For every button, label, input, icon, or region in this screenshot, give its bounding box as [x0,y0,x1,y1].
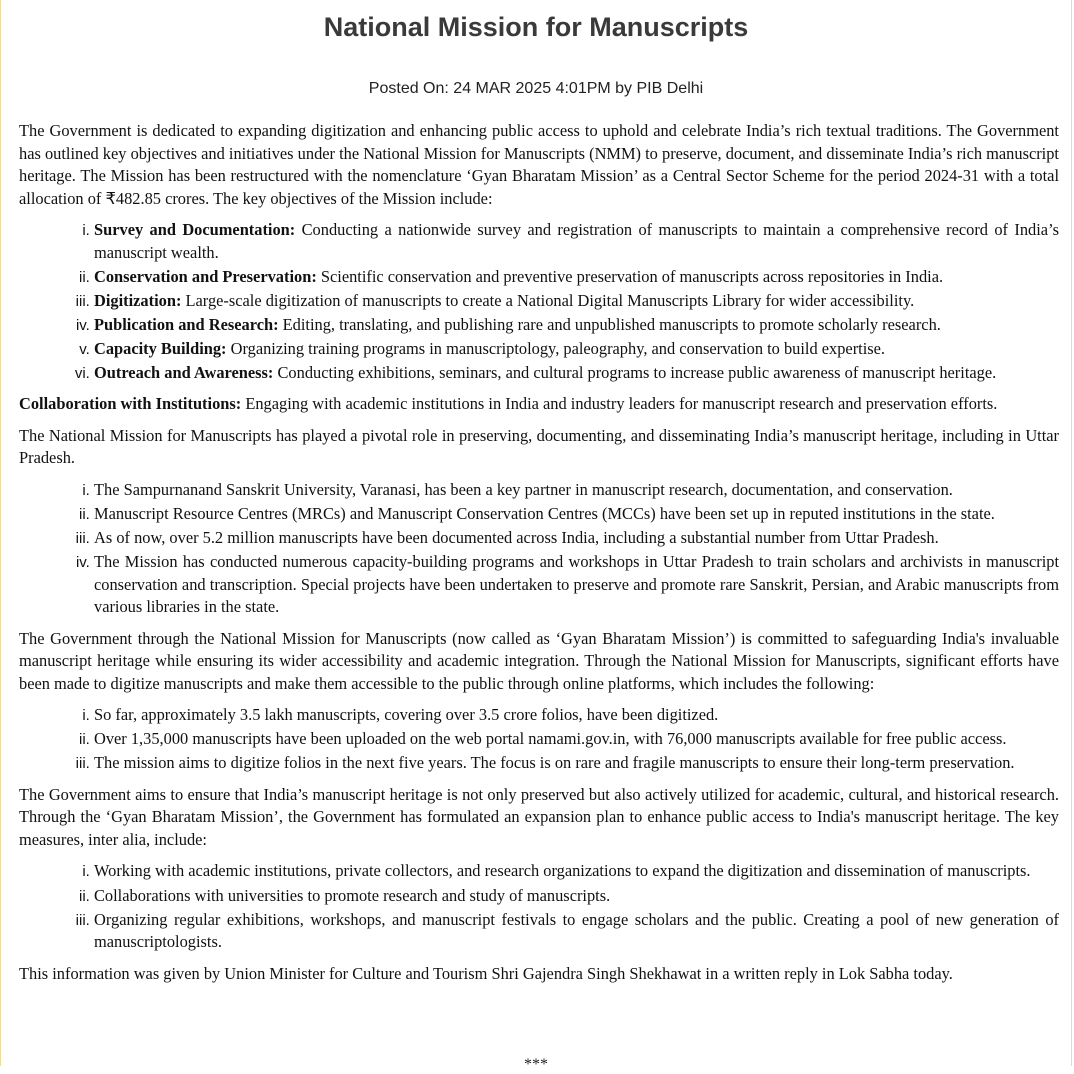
list-item [94,314,1059,337]
item-label: Conservation and Preservation: [94,266,317,286]
closing-paragraph: This information was given by Union Minister for Culture and Tourism Shri Gajendra Singh Shekhawat in a written reply in Lok Sabha today. [19,963,953,983]
list-item: iv. The Mission has conducted numerous capacity-building programs and workshops in Uttar Pradesh to train scholars and archivists in manuscript conservation and transcription. Special projects have been undertaken to preserve and promote rare Sanskrit, Persian, and Arabic manuscripts from various libraries in the state. [94,551,1059,619]
list-item: i. So far, approximately 3.5 lakh manuscripts, covering over 3.5 crore folios, have been digitized. [94,704,1059,727]
item-text: Editing, translating, and publishing rare and unpublished manuscripts to promote scholarly research. [278,314,941,334]
digitization-list [19,704,1059,775]
digitization-paragraph: The Government through the National Mission for Manuscripts (now called as ‘Gyan Bharatam Mission’) is committed to safeguarding India's invaluable manuscript heritage while ensuring its wider accessibility and academic integration. Through the National Mission for Manuscripts, significant efforts have been made to digitize manuscripts and make them accessible to the public through online platforms, which includes the following: [19,628,1059,693]
item-label: Outreach and Awareness: [94,362,274,382]
collaboration-text: Engaging with academic institutions in India and industry leaders for manuscript research and preservation efforts. [241,394,998,414]
item-label: Survey and Documentation: [94,220,296,239]
list-item: ii. Collaborations with universities to promote research and study of manuscripts. [94,885,1059,908]
list-item [94,338,1059,361]
list-item: ii. Manuscript Resource Centres (MRCs) and Manuscript Conservation Centres (MCCs) have been set up in reputed institutions in the state. [94,503,1059,526]
up-list [19,479,1059,619]
item-text: Organizing training programs in manuscriptology, paleography, and conservation to build expertise. [226,338,886,358]
item-text: Large-scale digitization of manuscripts to create a National Digital Manuscripts Library for wider accessibility. [181,290,915,310]
measures-list [19,860,1059,953]
collaboration-paragraph [19,393,1059,416]
end-separator: *** [524,1056,548,1073]
list-item [94,219,1059,264]
page-title: National Mission for Manuscripts [323,12,749,42]
posted-date: Posted On: 24 MAR 2025 4:01PM by PIB Delhi [368,80,704,97]
list-item: i. Working with academic institutions, private collectors, and research organizations to expand the digitization and dissemination of manuscripts. [94,860,1059,883]
collaboration-label: Collaboration with Institutions: [19,394,242,414]
list-item: iii. As of now, over 5.2 million manuscripts have been documented across India, including a substantial number from Uttar Pradesh. [94,527,1059,550]
list-item: iii. The mission aims to digitize folios in the next five years. The focus is on rare and fragile manuscripts to ensure their long-term preservation. [94,752,1059,775]
item-text: Conducting exhibitions, seminars, and cultural programs to increase public awareness of manuscript heritage. [273,362,997,382]
list-item: iii. Organizing regular exhibitions, workshops, and manuscript festivals to engage scholars and the public. Creating a pool of new generation of manuscriptologists. [94,909,1059,954]
article-body [19,120,1059,994]
item-text: Conducting a nationwide survey and registration of manuscripts to maintain a comprehensive record of India’s manuscript wealth. [94,220,1059,262]
list-item: ii. Over 1,35,000 manuscripts have been uploaded on the web portal namami.gov.in, with 76,000 manuscripts available for free public access. [94,728,1059,751]
measures-paragraph: The Government aims to ensure that India’s manuscript heritage is not only preserved but also actively utilized for academic, cultural, and historical research. Through the ‘Gyan Bharatam Mission’, the Government has formulated an expansion plan to enhance public access to India's manuscript heritage. The key measures, inter alia, include: [19,784,1059,849]
item-label: Publication and Research: [94,314,279,334]
list-item [94,362,1059,385]
list-item [94,266,1059,289]
item-text: Scientific conservation and preventive preservation of manuscripts across repositories in India. [316,266,944,286]
item-label: Digitization: [94,290,182,310]
list-item: i. The Sampurnanand Sanskrit University, Varanasi, has been a key partner in manuscript research, documentation, and conservation. [94,479,1059,502]
item-label: Capacity Building: [94,338,227,358]
up-intro-paragraph: The National Mission for Manuscripts has played a pivotal role in preserving, documenting, and disseminating India’s manuscript heritage, including in Uttar Pradesh. [19,425,1059,468]
intro-paragraph: The Government is dedicated to expanding digitization and enhancing public access to uphold and celebrate India’s rich textual traditions. The Government has outlined key objectives and initiatives under the National Mission for Manuscripts (NMM) to preserve, document, and disseminate India’s rich manuscript heritage. The Mission has been restructured with the nomenclature ‘Gyan Bharatam Mission’ as a Central Sector Scheme for the period 2024-31 with a total allocation of ₹482.85 crores. The key objectives of the Mission include: [19,121,1059,208]
objectives-list [19,219,1059,384]
list-item [94,290,1059,313]
